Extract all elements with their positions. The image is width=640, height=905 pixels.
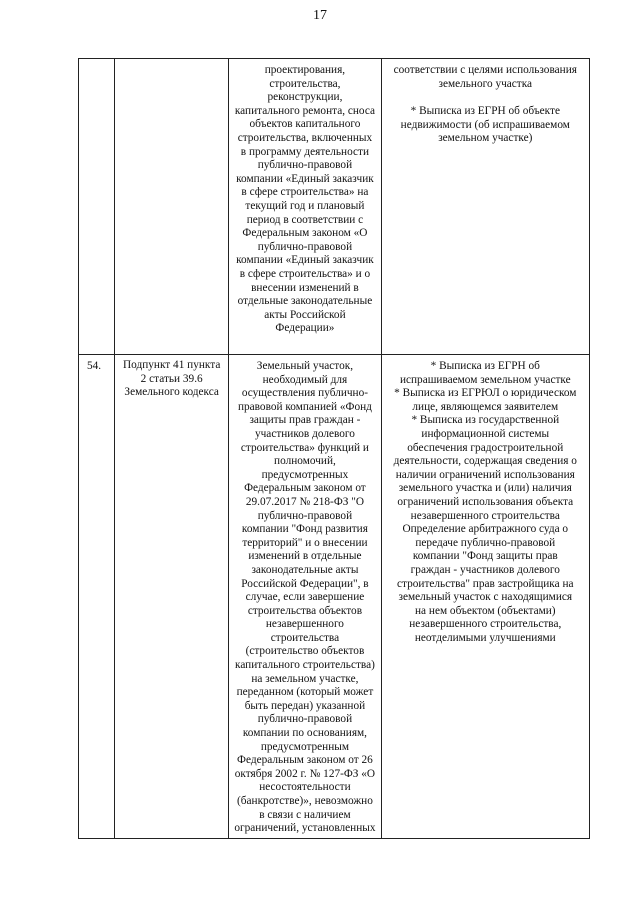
row-number-cell: 54. <box>79 355 115 839</box>
document-item: * Выписка из ЕГРЮЛ о юридическом лице, являющемся заявителем <box>394 387 577 413</box>
document-item: * Выписка из ЕГРН об испрашиваемом земельном участке <box>399 360 571 386</box>
required-documents-cell <box>381 355 589 839</box>
document-item: * Выписка из государственной информационной системы обеспечения градостроительной деятельности, содержащая сведения о наличии ограничений использования земельного участка и (или) наличия ограничений использования объекта незавершенного строительства <box>393 414 577 522</box>
table-row <box>79 59 590 355</box>
document-item: * Выписка из ЕГРН об объекте недвижимости (об испрашиваемом земельном участке) <box>400 105 570 145</box>
required-documents-cell <box>381 59 589 355</box>
legal-basis-cell: Подпункт 41 пункта 2 статьи 39.6 Земельного кодекса <box>115 355 229 839</box>
page-number: 17 <box>313 8 327 23</box>
plot-description-cell: Земельный участок, необходимый для осуществления публично- правовой компанией «Фонд защиты прав граждан - участников долевого строительства» функций и полномочий, предусмотренных Федеральным законом от 29.07.2017 № 218-ФЗ "О публично-правовой компании "Фонд развития территорий" и о внесении изменений в отдельные законодательные акты Российской Федерации", в случае, если завершение строительства объектов незавершенного строительства (строительство объектов капитального строительства) на земельном участке, переданном (который может быть передан) указанной публично-правовой компании по основаниям, предусмотренным Федеральным законом от 26 октября 2002 г. № 127-ФЗ «О несостоятельности (банкротстве)», невозможно в связи с наличием ограничений, установленных <box>229 355 381 839</box>
document-item: Определение арбитражного суда о передаче публично-правовой компании "Фонд защиты прав граждан - участников долевого строительства" прав застройщика на земельный участок с находящимися на нем объектом (объектами) незавершенного строительства, неотделимыми улучшениями <box>397 523 574 644</box>
row-number-cell <box>79 59 115 355</box>
land-plot-documents-table <box>78 58 590 839</box>
plot-description-cell: проектирования, строительства, реконструкции, капитального ремонта, сноса объектов капитального строительства, включенных в программу деятельности публично-правовой компании «Единый заказчик в сфере строительства» на текущий год и плановый период в соответствии с Федеральным законом «О публично-правовой компании «Единый заказчик в сфере строительства» и о внесении изменений в отдельные законодательные акты Российской Федерации» <box>229 59 381 355</box>
legal-basis-cell <box>115 59 229 355</box>
table-row <box>79 355 590 839</box>
document-item: соответствии с целями использования земельного участка <box>393 64 577 90</box>
